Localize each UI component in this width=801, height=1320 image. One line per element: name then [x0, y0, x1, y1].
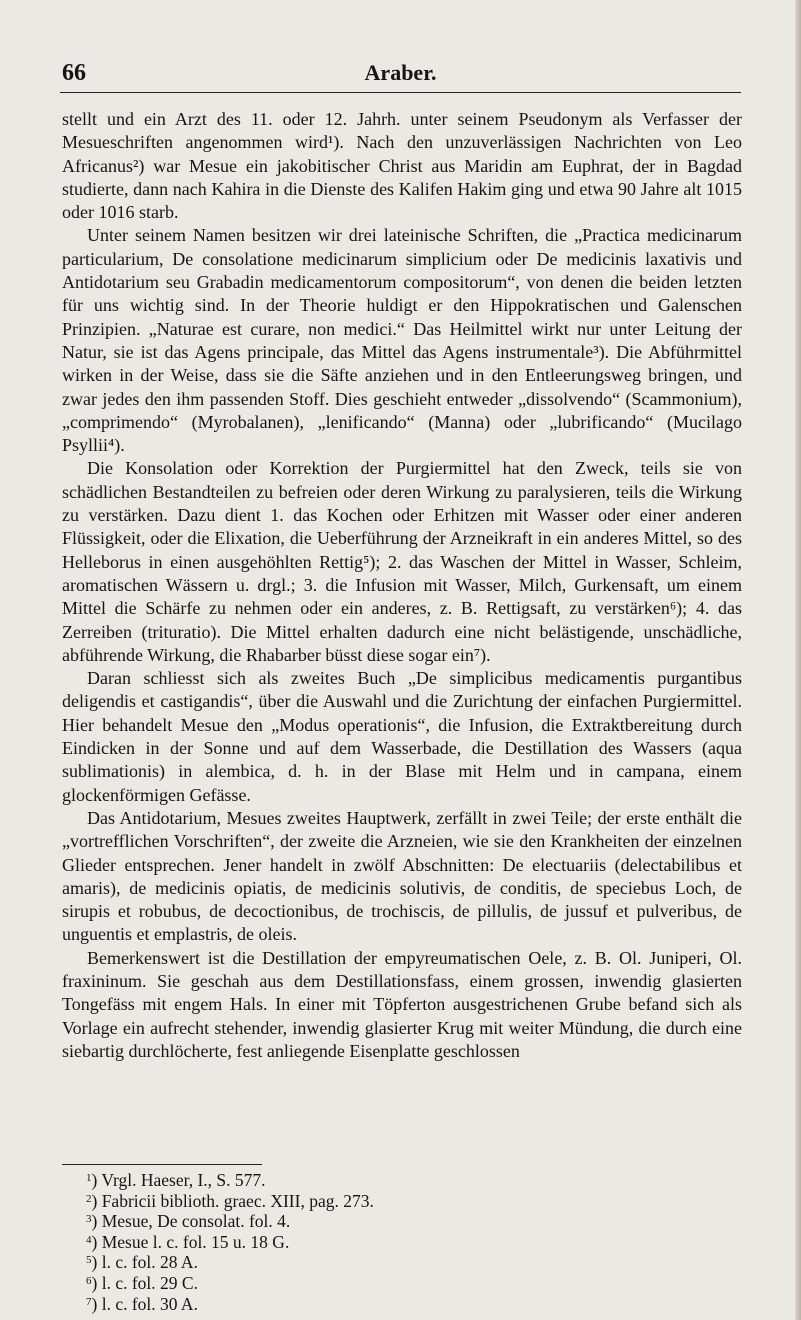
paragraph-1: stellt und ein Arzt des 11. oder 12. Jahrh. unter seinem Pseudonym als Verfasser der Mesueschriften angenommen wird¹). Nach den unzuverlässigen Nachrichten von Leo Africanus²) war Mesue ein jakobitischer Christ aus Maridin am Euphrat, der in Bagdad studierte, dann nach Kahira in die Dienste des Kalifen Hakim ging und etwa 90 Jahre alt 1015 oder 1016 starb.	[62, 109, 742, 223]
footnote-7: $^7$) l. c. fol. 30 A.	[86, 1293, 198, 1314]
footnote-mark: 7	[86, 1295, 92, 1308]
paragraph-4: Daran schliesst sich als zweites Buch „De simplicibus medicamentis purgantibus deligendis et castigandis“, über die Auswahl und die Zurichtung der einfachen Purgiermittel. Hier behandelt Mesue den „Modus operationis“, die Infusion, die Extraktbereitung durch Eindicken in der Sonne und auf dem Wasserbade, die Destillation des Wassers (aqua sublimationis) in alembica, d. h. in der Blase mit Helm und in campana, einem glockenförmigen Gefässe.	[62, 668, 742, 805]
page-header	[62, 60, 739, 90]
footnote-1: $^1$) Vrgl. Haeser, I., S. 577.	[86, 1170, 266, 1190]
body-text	[62, 108, 742, 1063]
paragraph-3: Die Konsolation oder Korrektion der Purgiermittel hat den Zweck, teils sie von schädlichen Bestandteilen zu befreien oder deren Wirkung zu paralysieren, teils die Wirkung zu verstärken. Dazu dient 1. das Kochen oder Erhitzen mit Wasser oder einer anderen Flüssigkeit, oder die Elixation, die Ueberführung der Arzneikraft in ein anderes Mittel, so des Helleborus in einen ausgehöhlten Rettig⁵); 2. das Waschen der Mittel in Wasser, Schleim, aromatischen Wässern u. drgl.; 3. die Infusion mit Wasser, Milch, Gurkensaft, um einem Mittel die Schärfe zu nehmen oder ein anderes, z. B. Rettigsaft, zu verstärken⁶); 4. das Zerreiben (trituratio). Die Mittel erhalten dadurch eine nicht belästigende, unschädliche, abführende Wirkung, die Rhabarber büsst diese sogar ein⁷).	[62, 458, 742, 665]
footnote-4: $^4$) Mesue l. c. fol. 15 u. 18 G.	[86, 1231, 290, 1252]
paragraph-6: Bemerkenswert ist die Destillation der empyreumatischen Oele, z. B. Ol. Juniperi, Ol. fraxininum. Sie geschah aus dem Destillationsfass, einem grossen, inwendig glasierten Tongefäss mit engem Hals. In einer mit Töpferton ausgestrichenen Grube befand sich als Vorlage ein aufrecht stehender, inwendig glasierter Krug mit weiter Mündung, die durch eine siebartig durchlöcherte, fest anliegende Eisenplatte geschlossen	[62, 947, 742, 1061]
footnote-rule	[62, 1164, 262, 1165]
footnote-text: Mesue l. c. fol. 15 u. 18 G.	[101, 1231, 290, 1252]
footnote-3: $^3$) Mesue, De consolat. fol. 4.	[86, 1211, 291, 1232]
footnote-mark: 5	[86, 1254, 92, 1267]
paragraph-5: Das Antidotarium, Mesues zweites Hauptwerk, zerfällt in zwei Teile; der erste enthält die „vortrefflichen Vorschriften“, der zweite die Arzneien, wie sie den Krankheiten der einzelnen Glieder entsprechen. Jener handelt in zwölf Abschnitten: De electuariis (delectabilibus et amaris), de medicinis opiatis, de medicinis solutivis, de conditis, de speciebus Loch, de sirupis et robubus, de decoctionibus, de trochiscis, de pillulis, de jussuf et pulveribus, de unguentis et emplastris, de oleis.	[62, 807, 742, 945]
footnote-mark: 6	[86, 1274, 92, 1287]
header-rule	[60, 92, 741, 93]
page-number: 66	[62, 60, 86, 86]
footnotes	[86, 1170, 726, 1314]
footnote-mark: 4	[86, 1233, 92, 1246]
footnote-text: Vrgl. Haeser, I., S. 577.	[101, 1170, 266, 1190]
footnote-mark: 2	[86, 1192, 92, 1205]
footnote-2: $^2$) Fabricii biblioth. graec. XIII, pag. 273.	[86, 1190, 374, 1211]
footnote-text: l. c. fol. 30 A.	[101, 1293, 198, 1314]
footnote-mark: 3	[86, 1213, 92, 1226]
footnote-6: $^6$) l. c. fol. 29 C.	[86, 1272, 198, 1293]
footnote-mark: 1	[86, 1172, 92, 1184]
page-edge-shadow	[795, 0, 801, 1320]
paragraph-2: Unter seinem Namen besitzen wir drei lateinische Schriften, die „Practica medicinarum particularium, De consolatione medicinarum simplicium oder De medicinis laxativis und Antidotarium seu Grabadin medicamentorum compositorum“, von denen die beiden letzten für uns wichtig sind. In der Theorie huldigt er den Hippokratischen und Galenschen Prinzipien. „Naturae est curare, non medici.“ Das Heilmittel wirkt nur unter Leitung der Natur, sie ist das Agens principale, das Mittel das Agens instrumentale³). Die Abführmittel wirken in der Weise, dass sie die Säfte anziehen und in den Entleerungsweg bringen, und zwar jedes den ihm passenden Stoff. Dies geschieht entweder „dissolvendo“ (Scammonium), „comprimendo“ (Myrobalanen), „lenificando“ (Manna) oder „lubrificando“ (Mucilago Psyllii⁴).	[62, 225, 742, 456]
running-head: Araber.	[364, 60, 437, 85]
footnote-text: l. c. fol. 29 C.	[101, 1272, 198, 1293]
footnote-text: l. c. fol. 28 A.	[101, 1252, 198, 1273]
footnote-5: $^5$) l. c. fol. 28 A.	[86, 1252, 198, 1273]
footnote-text: Mesue, De consolat. fol. 4.	[101, 1211, 291, 1232]
footnote-text: Fabricii biblioth. graec. XIII, pag. 273.	[101, 1190, 374, 1211]
